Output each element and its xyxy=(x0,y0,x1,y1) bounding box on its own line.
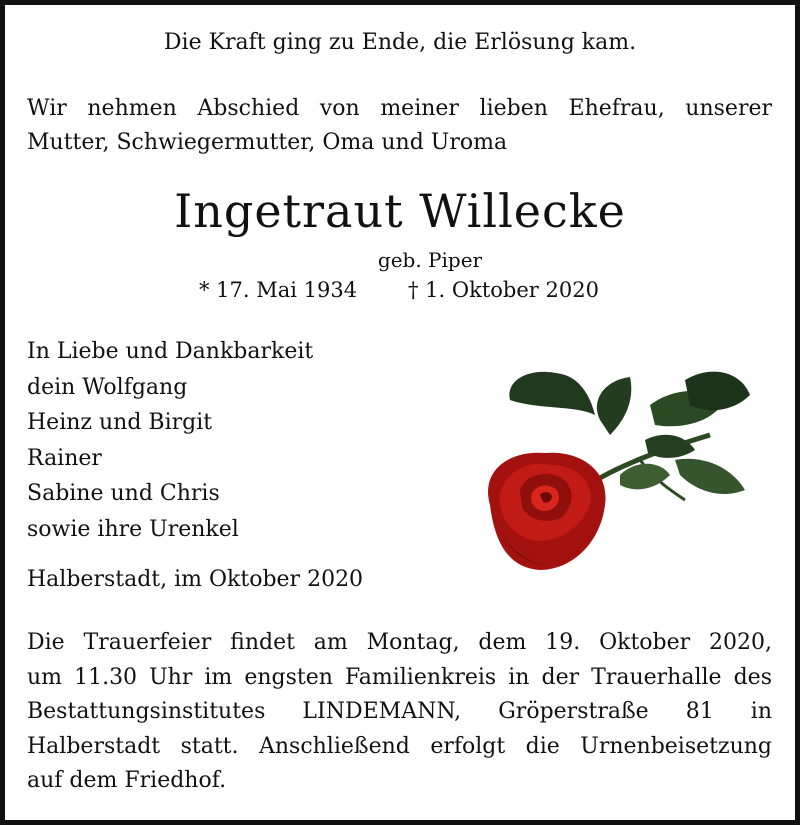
service-info xyxy=(27,626,772,799)
rose-bloom xyxy=(488,453,605,570)
rose-image xyxy=(470,365,760,580)
service-line: Die Trauerfeier findet am Montag, dem 19. Oktober 2020, xyxy=(27,630,772,655)
service-line: Bestattungsinstitutes LINDEMANN, Gröperstraße 81 in xyxy=(27,699,772,724)
leaf xyxy=(645,435,695,458)
place-date: Halberstadt, im Oktober 2020 xyxy=(27,567,364,592)
service-line: um 11.30 Uhr im engsten Familienkreis in der Trauerhalle des xyxy=(27,664,772,690)
mourners-list xyxy=(27,334,313,547)
deceased-name: Ingetraut Willecke xyxy=(174,184,626,238)
mourner-line: In Liebe und Dankbarkeit xyxy=(27,339,314,364)
intro-line: Mutter, Schwiegermutter, Oma und Uroma xyxy=(27,130,508,155)
intro-text xyxy=(27,92,772,160)
maiden-name: geb. Piper xyxy=(377,248,483,272)
mourner-line: dein Wolfgang xyxy=(27,374,188,400)
leaf xyxy=(675,459,745,494)
service-line: Halberstadt statt. Anschließend erfolgt die Urnenbeisetzung xyxy=(27,733,772,759)
leaf xyxy=(685,372,750,411)
intro-line: Wir nehmen Abschied von meiner lieben Ehefrau, unserer xyxy=(27,96,772,121)
birth-date: * 17. Mai 1934 xyxy=(199,278,358,302)
motto: Die Kraft ging zu Ende, die Erlösung kam. xyxy=(163,30,637,55)
mourner-line: sowie ihre Urenkel xyxy=(27,516,239,542)
mourner-line: Sabine und Chris xyxy=(27,481,220,506)
leaf xyxy=(597,377,631,435)
service-line: auf dem Friedhof. xyxy=(27,768,227,793)
leaf xyxy=(509,372,595,415)
death-date: † 1. Oktober 2020 xyxy=(408,278,599,302)
mourner-line: Rainer xyxy=(27,445,102,471)
mourner-line: Heinz und Birgit xyxy=(27,410,213,435)
